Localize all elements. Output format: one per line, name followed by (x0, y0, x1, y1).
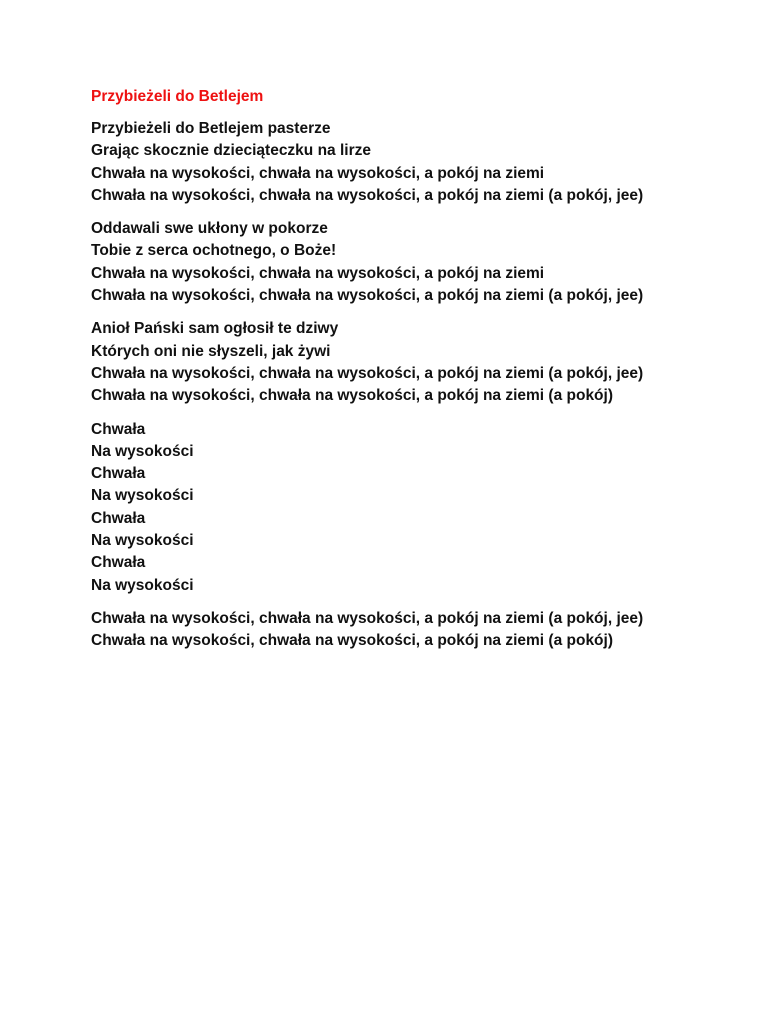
lyric-line: Chwała na wysokości, chwała na wysokości, a pokój na ziemi (a pokój, jee) (91, 609, 644, 627)
lyric-line: Przybieżeli do Betlejem pasterze (91, 120, 331, 137)
lyric-line: Chwała na wysokości, chwała na wysokości, a pokój na ziemi (a pokój) (91, 632, 613, 650)
lyric-line: Chwała (91, 509, 146, 527)
lyric-line: Na wysokości (91, 442, 194, 460)
stanza (91, 118, 711, 207)
document-content (91, 86, 711, 664)
lyric-line: Na wysokości (91, 576, 194, 594)
lyric-line: Chwała (91, 554, 146, 572)
lyric-line: Chwała na wysokości, chwała na wysokości, a pokój na ziemi (a pokój) (91, 387, 613, 405)
stanza (91, 608, 711, 653)
lyric-line: Oddawali swe ukłony w pokorze (91, 220, 328, 238)
lyric-line: Na wysokości (91, 532, 194, 550)
lyric-line: Chwała na wysokości, chwała na wysokości, a pokój na ziemi (a pokój, jee) (91, 364, 644, 382)
lyric-line: Grając skocznie dzieciąteczku na lirze (91, 142, 371, 160)
lyric-line: Na wysokości (91, 487, 194, 505)
lyric-line: Anioł Pański sam ogłosił te dziwy (91, 320, 339, 338)
lyric-line: Chwała na wysokości, chwała na wysokości, a pokój na ziemi (91, 164, 545, 182)
stanza (91, 318, 711, 407)
lyric-line: Których oni nie słyszeli, jak żywi (91, 342, 331, 360)
lyric-line: Chwała na wysokości, chwała na wysokości, a pokój na ziemi (a pokój, jee) (91, 186, 644, 204)
lyric-line: Chwała na wysokości, chwała na wysokości, a pokój na ziemi (91, 264, 545, 282)
lyric-line: Chwała (91, 465, 146, 483)
lyric-line: Chwała (91, 420, 146, 438)
stanza (91, 419, 711, 597)
lyric-line: Tobie z serca ochotnego, o Boże! (91, 242, 337, 260)
stanza (91, 218, 711, 307)
song-title: Przybieżeli do Betlejem (91, 88, 264, 105)
lyric-line: Chwała na wysokości, chwała na wysokości, a pokój na ziemi (a pokój, jee) (91, 287, 644, 305)
lyrics-body (91, 118, 711, 653)
